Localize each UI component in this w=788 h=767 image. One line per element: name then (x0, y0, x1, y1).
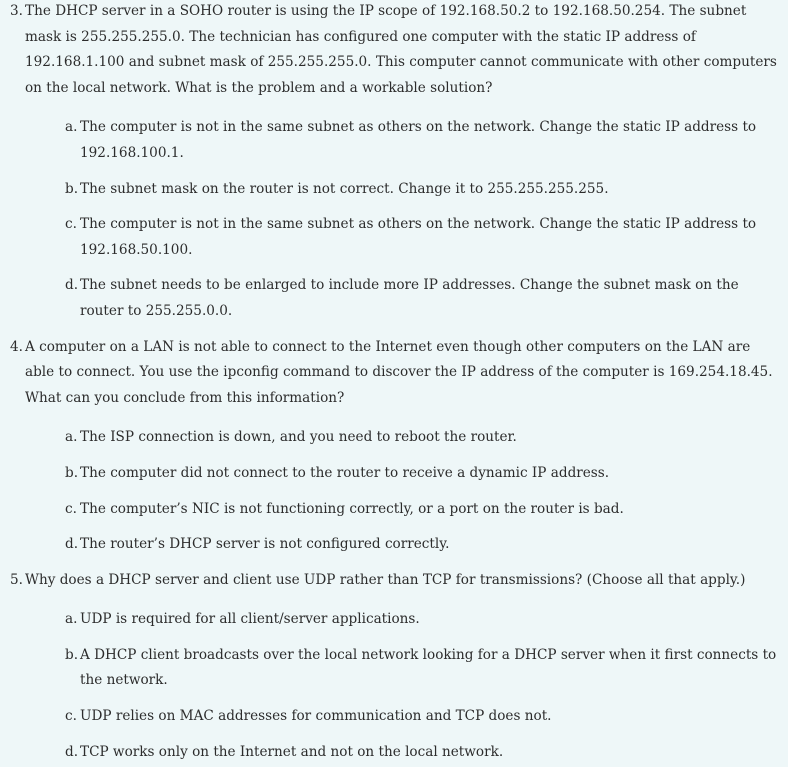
option-b (25, 461, 782, 487)
option-text: The computer’s NIC is not functioning correctly, or a port on the router is bad. (80, 500, 624, 517)
option-c (25, 212, 782, 263)
question-number: 5. (10, 571, 23, 588)
option-letter: d. (65, 743, 79, 760)
question-5 (10, 568, 782, 766)
option-b (25, 643, 782, 694)
option-letter: d. (65, 536, 79, 553)
option-c (25, 704, 782, 730)
question-3 (10, 0, 782, 325)
option-text: The ISP connection is down, and you need to reboot the router. (80, 429, 517, 446)
option-text: UDP relies on MAC addresses for communication and TCP does not. (80, 708, 552, 725)
option-b (25, 177, 782, 203)
question-text: Why does a DHCP server and client use UDP rather than TCP for transmissions? (Choose all that apply.) (25, 571, 746, 588)
answer-options (25, 115, 782, 324)
option-letter: c. (65, 500, 77, 517)
option-text: The subnet needs to be enlarged to include more IP addresses. Change the subnet mask on the router to 255.255.0.0. (80, 277, 739, 319)
option-text: A DHCP client broadcasts over the local network looking for a DHCP server when it first connects to the network. (80, 646, 777, 689)
option-d (25, 740, 782, 766)
option-text: The computer is not in the same subnet as others on the network. Change the static IP address to 192.168.100.1. (80, 119, 757, 161)
option-letter: d. (65, 277, 79, 294)
option-letter: b. (65, 646, 79, 663)
option-a (25, 607, 782, 633)
option-text: UDP is required for all client/server applications. (80, 611, 420, 628)
answer-options (25, 425, 782, 557)
option-letter: a. (65, 611, 78, 628)
question-number: 3. (10, 3, 23, 19)
option-text: The computer is not in the same subnet as others on the network. Change the static IP address to 192.168.50.100. (80, 216, 757, 258)
option-letter: c. (65, 708, 77, 725)
option-letter: b. (65, 180, 79, 197)
option-a (25, 115, 782, 166)
question-text: The DHCP server in a SOHO router is using the IP scope of 192.168.50.2 to 192.168.50.254. The subnet mask is 255.255.255.0. The technician has configured one computer with the static IP address of 192.168.1.100 and subnet mask of 255.255.255.0. This computer cannot communicate with other computers on the local network. What is the problem and a workable solution? (25, 3, 777, 96)
option-text: TCP works only on the Internet and not on the local network. (80, 743, 504, 760)
question-number: 4. (10, 338, 23, 355)
option-d (25, 532, 782, 558)
option-letter: b. (65, 464, 79, 481)
option-text: The computer did not connect to the router to receive a dynamic IP address. (80, 464, 610, 481)
option-a (25, 425, 782, 451)
option-text: The subnet mask on the router is not correct. Change it to 255.255.255.255. (80, 180, 609, 197)
question-4 (10, 335, 782, 558)
option-letter: a. (65, 429, 78, 446)
option-letter: a. (65, 119, 78, 136)
option-letter: c. (65, 216, 77, 233)
question-text: A computer on a LAN is not able to connect to the Internet even though other computers on the LAN are able to connect. You use the ipconfig command to discover the IP address of the computer is 169.254.18.45. What can you conclude from this information? (25, 338, 773, 406)
option-c (25, 497, 782, 523)
option-text: The router’s DHCP server is not configured correctly. (80, 536, 450, 553)
option-d (25, 273, 782, 324)
answer-options (25, 607, 782, 765)
